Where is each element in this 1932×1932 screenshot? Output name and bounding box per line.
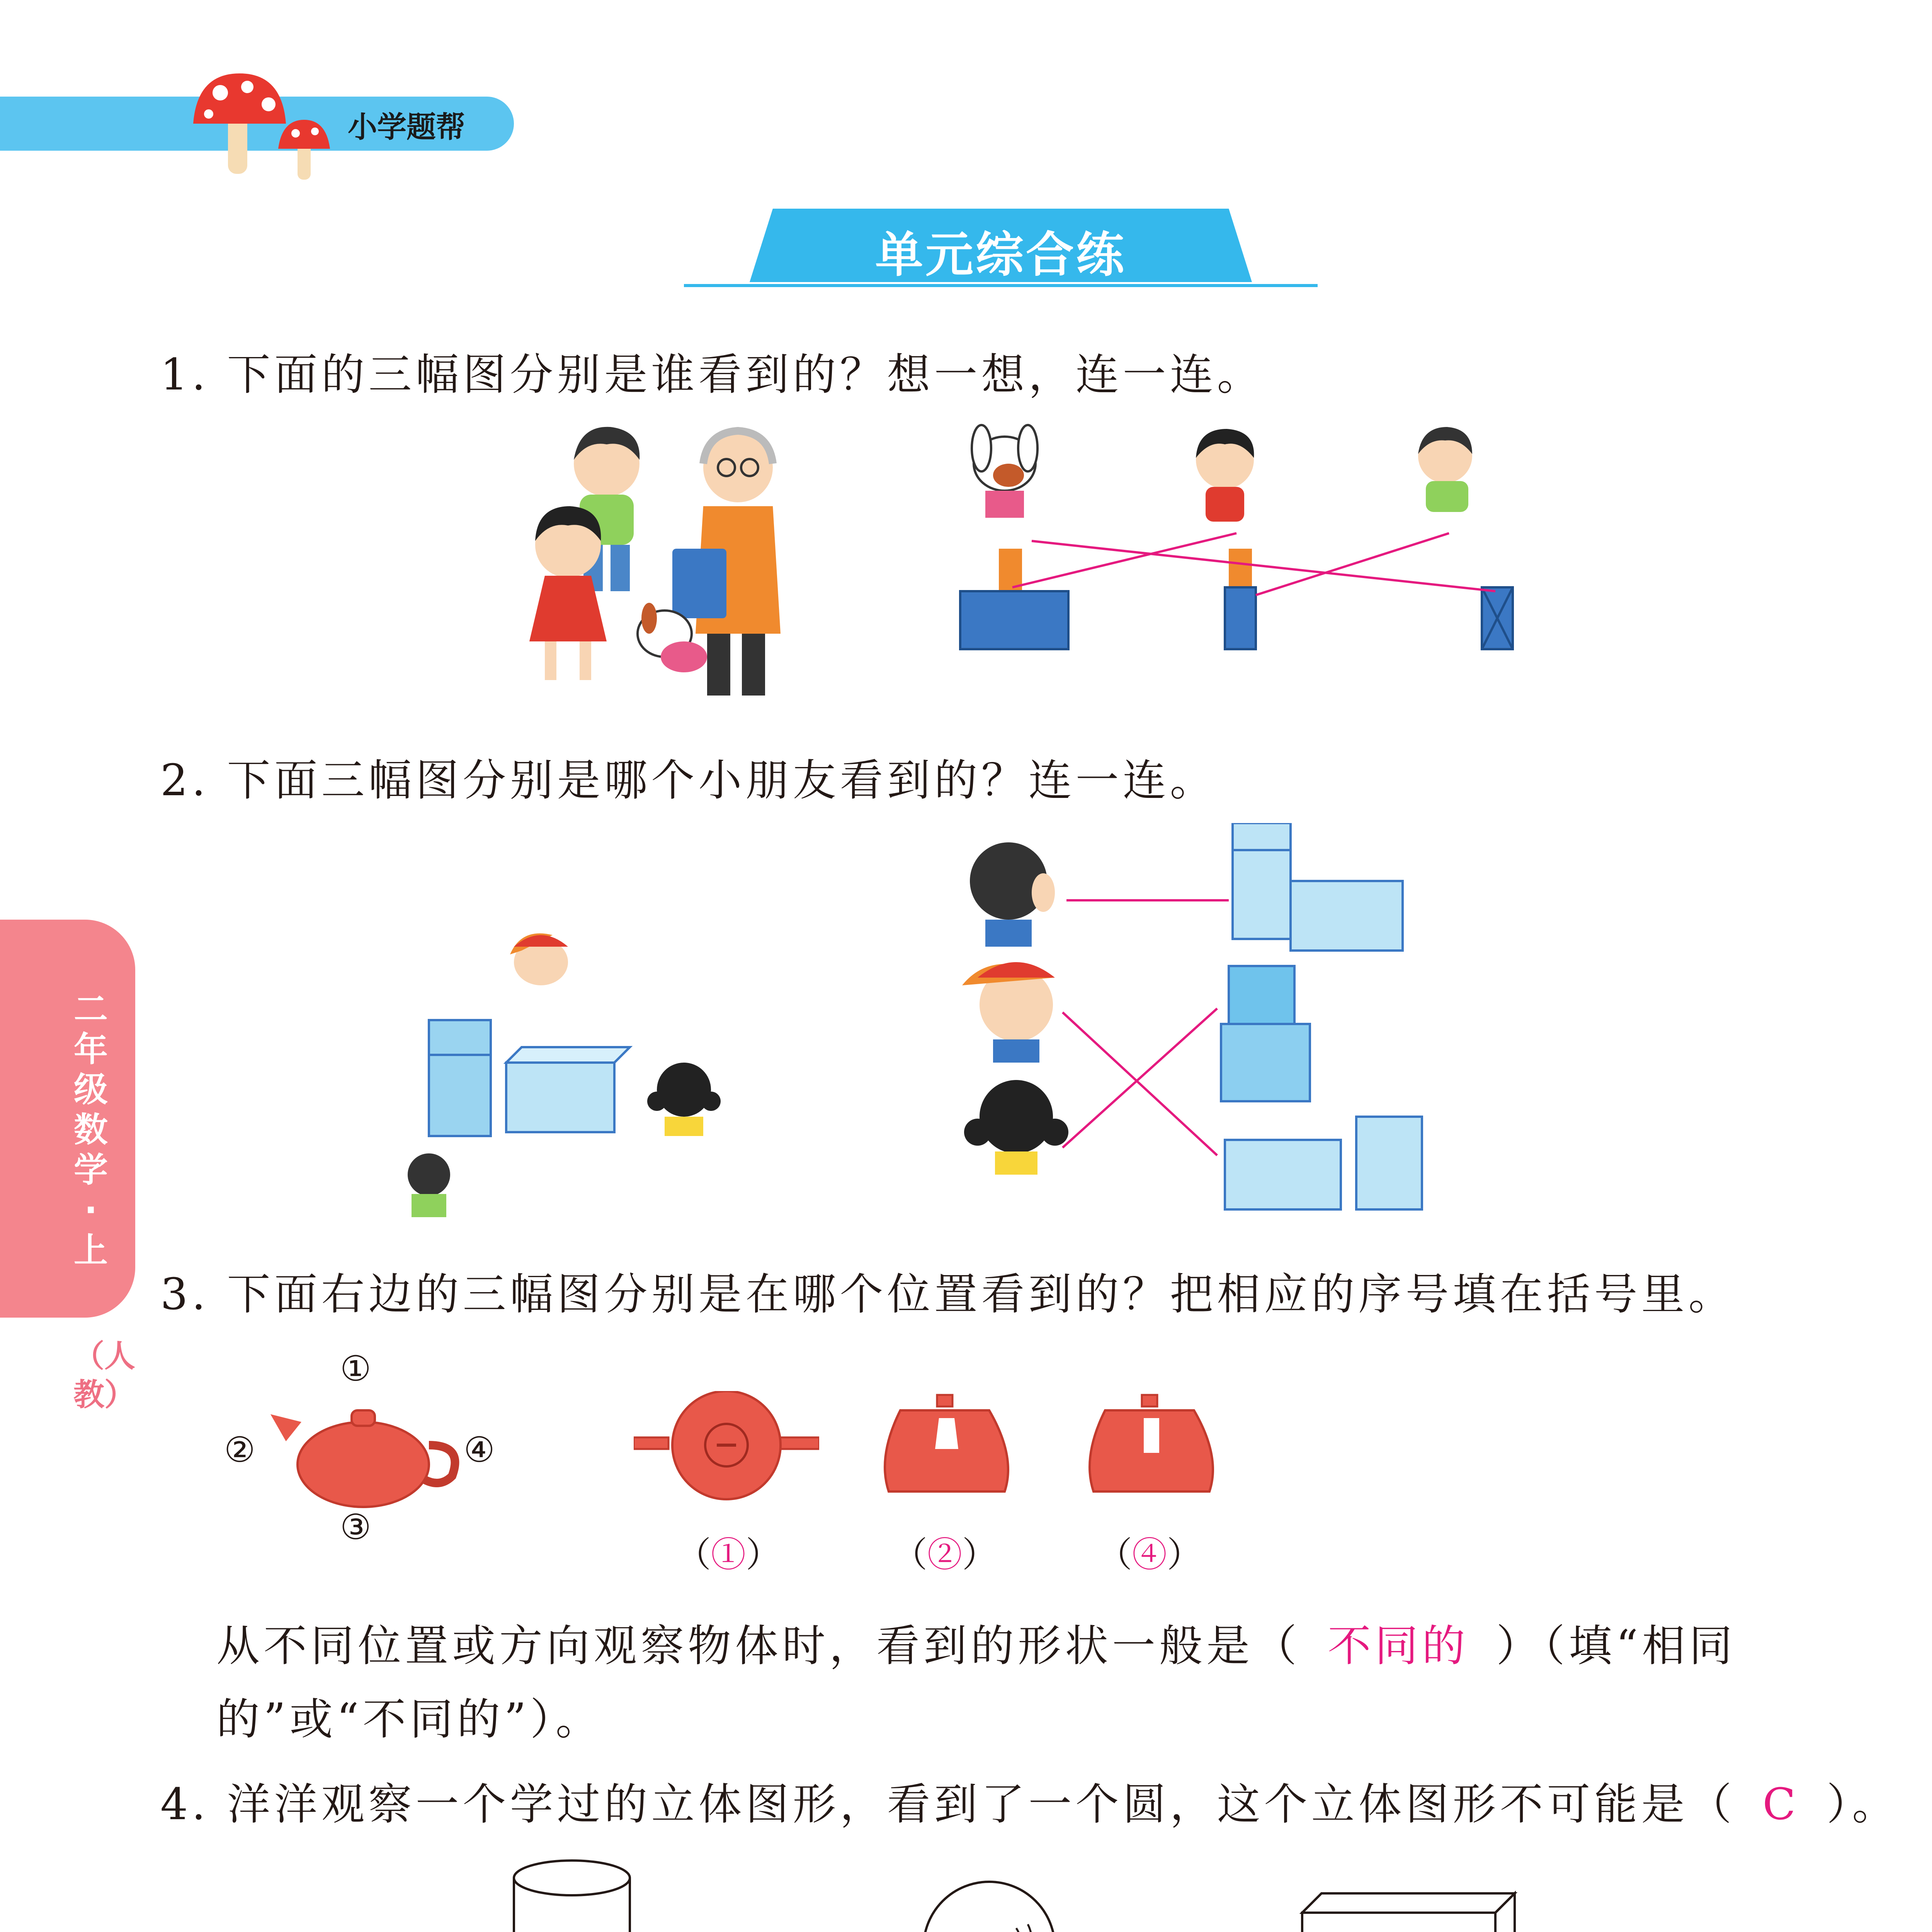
teapot-icon <box>270 1399 471 1515</box>
q3-answer-1[interactable]: ① <box>711 1536 746 1574</box>
boy-head-viewer <box>1418 427 1472 512</box>
q2-illustration <box>406 823 1642 1233</box>
pigtail-girl-head <box>964 1080 1068 1175</box>
cap-boy-scene <box>510 934 568 985</box>
view-fridge-top <box>1221 966 1310 1101</box>
fridge-scene <box>429 1020 630 1136</box>
side-tab-edition: （人教） <box>73 1338 135 1413</box>
dog-head-viewer <box>972 425 1037 518</box>
q3-answer-3[interactable]: ④ <box>1132 1536 1167 1574</box>
teapot-back-view <box>1082 1391 1221 1507</box>
q3-answer-3-group <box>1097 1526 1202 1577</box>
dark-hair-boy-scene <box>408 1153 450 1217</box>
girl-head-viewer <box>1196 429 1254 522</box>
cuboid-shape <box>1298 1889 1522 1932</box>
girl-figure <box>529 506 607 680</box>
view-suitcase-back <box>1482 587 1513 649</box>
q1-illustration <box>502 417 1584 726</box>
cap-boy-head <box>962 962 1055 1063</box>
q3-text: 3. 下面右边的三幅图分别是在哪个位置看到的？把相应的序号填在括号里。 <box>160 1269 1736 1320</box>
view-suitcase-front <box>960 549 1068 649</box>
position-4-label: ④ <box>464 1431 495 1469</box>
teapot-front-view <box>877 1391 1016 1507</box>
side-tab-grade: 二年级数学·上 <box>73 989 108 1270</box>
position-3-label: ③ <box>340 1509 371 1547</box>
q4-text <box>160 1770 1899 1832</box>
paren-open: （ <box>676 1536 711 1574</box>
q1-text: 1. 下面的三幅图分别是谁看到的？想一想，连一连。 <box>160 350 1264 400</box>
position-1-label: ① <box>340 1350 371 1388</box>
q4-text-suffix: ）。 <box>1827 1779 1900 1830</box>
q3-answer-1-group <box>676 1526 781 1577</box>
section-title: 单元综合练 <box>875 227 1126 283</box>
q4-text-prefix: 4. 洋洋观察一个学过的立体图形，看到了一个圆，这个立体图形不可能是（ <box>160 1779 1736 1830</box>
q3-fill-line2: 的”或“不同的”）。 <box>216 1694 603 1745</box>
pigtail-girl-scene <box>647 1063 721 1136</box>
q3-fill-suffix: ）（填“相同 <box>1496 1621 1736 1671</box>
sphere-shape <box>916 1878 1070 1932</box>
title-underline <box>684 284 1318 287</box>
view-fridge-side <box>1233 823 1403 951</box>
q3-fill-prefix: 从不同位置或方向观察物体时，看到的形状一般是（ <box>216 1621 1301 1671</box>
dark-hair-boy-head <box>970 842 1055 947</box>
paren-open: （ <box>1097 1536 1132 1574</box>
paren-close: ） <box>962 1536 997 1574</box>
mushroom-icon <box>185 66 348 182</box>
paren-open: （ <box>893 1536 927 1574</box>
paren-close: ） <box>746 1536 781 1574</box>
q3-fill-answer[interactable]: 不同的 <box>1328 1621 1469 1671</box>
q3-answer-2[interactable]: ② <box>927 1536 962 1574</box>
header-brand: 小学题帮 <box>348 110 465 144</box>
q4-answer[interactable]: C <box>1762 1779 1800 1830</box>
q2-text: 2. 下面三幅图分别是哪个小朋友看到的？连一连。 <box>160 755 1217 806</box>
side-tab <box>0 920 135 1318</box>
cylinder-shape <box>502 1851 657 1932</box>
q3-fill-line1 <box>216 1611 1736 1673</box>
position-2-label: ② <box>224 1431 255 1469</box>
paren-close: ） <box>1167 1536 1202 1574</box>
teapot-top-view <box>634 1391 819 1519</box>
q3-answer-2-group <box>893 1526 997 1577</box>
view-fridge-back <box>1225 1117 1422 1209</box>
